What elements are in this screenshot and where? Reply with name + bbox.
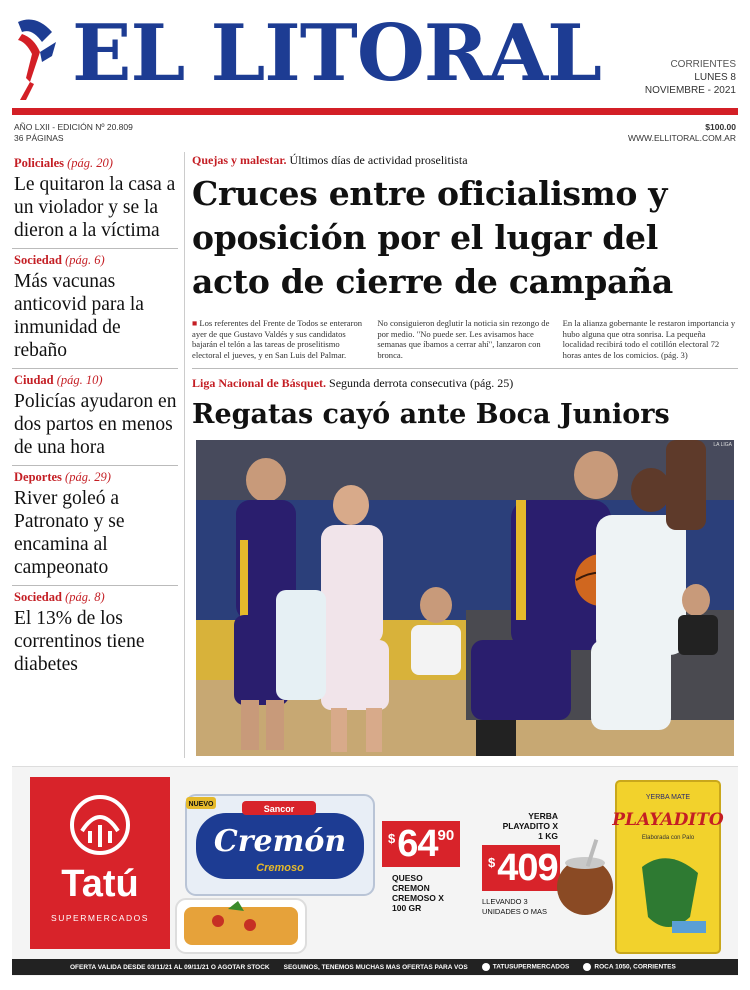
cremon-brand: Cremón [213, 824, 347, 859]
summary-col-2: No consiguieron deglutir la noticia sin rezongo de por medio. "No puede ser. Les avisamos hace semanas que íbamos a cerrar ahí", lanzaron con bronca. [377, 318, 550, 360]
summary-col-1: ■ Los referentes del Frente de Todos se enteraron ayer de que Gustavo Valdés y sus candidatos bajarán el telón a las tareas de proselitismo electoral el jueves, y en San Luis del Palmar. [192, 318, 363, 360]
social-icon [482, 963, 490, 971]
ad-brand: Tatú [61, 863, 139, 905]
yerba-condition: LLEVANDO 3 UNIDADES O MAS [482, 897, 548, 916]
story-headline: River goleó a Patronato y se encamina al campeonato [14, 488, 125, 578]
sidebar-story[interactable] [12, 152, 178, 249]
social-handle[interactable]: TATUSUPERMERCADOS [482, 963, 570, 971]
sidebar-story[interactable] [12, 249, 178, 369]
meta-left [14, 122, 133, 144]
website-link[interactable]: WWW.ELLITORAL.COM.AR [628, 133, 736, 143]
meta-bar [12, 122, 738, 146]
photo-credit: LA LIGA [713, 442, 732, 448]
queso-label: QUESO CREMON CREMOSO X 100 GR [392, 873, 444, 913]
sidebar-story[interactable] [12, 466, 178, 586]
story-section: Ciudad (pág. 10) [14, 373, 103, 387]
edition-number: AÑO LXII - EDICIÓN Nº 20.809 [14, 122, 133, 132]
edition-date [645, 58, 736, 97]
mate-gourd-icon [552, 837, 618, 917]
ad-brand-sub: SUPERMERCADOS [51, 913, 149, 923]
yerba-label: YERBA PLAYADITO X 1 KG [502, 811, 558, 841]
second-headline[interactable]: Regatas cayó ante Boca Juniors [192, 399, 670, 430]
story-section: Policiales (pág. 20) [14, 156, 113, 170]
store-address: ROCA 1050, CORRIENTES [583, 963, 675, 971]
playadito-sub: Elaborada con Palo [641, 835, 695, 841]
story-headline: Le quitaron la casa a un violador y se la dieron a la víctima [14, 174, 176, 241]
lead-kicker: Quejas y malestar. Últimos días de actividad proselitista [192, 153, 468, 167]
summary-col-3: En la alianza gobernante le restaron importancia y hubo alguna que otra sonrisa. La pequeña localidad recibirá todo el cotillón electoral 72 horas antes de los comicios. (pág. 3) [562, 318, 736, 360]
follow-text: SEGUINOS, TENEMOS MUCHAS MAS OFERTAS PARA VOS [283, 963, 468, 971]
photo-illustration [196, 440, 734, 756]
playadito-top: YERBA MATE [645, 794, 691, 801]
ad-footer [12, 959, 738, 975]
location-pin-icon [583, 963, 591, 971]
armadillo-logo-icon [66, 795, 134, 857]
offer-validity: OFERTA VALIDA DESDE 03/11/21 AL 09/11/21 O AGOTAR STOCK [70, 963, 270, 971]
story-headline: El 13% de los correntinos tiene diabetes [14, 608, 145, 675]
cremon-package [182, 789, 378, 899]
nuevo-badge: NUEVO [188, 801, 214, 808]
masthead [0, 0, 750, 118]
basketball-photo [196, 440, 734, 756]
second-kicker: Liga Nacional de Básquet. Segunda derrota consecutiva (pág. 25) [192, 376, 514, 390]
cremon-maker: Sancor [263, 804, 295, 814]
story-headline: Más vacunas anticovid para la inmunidad de rebaño [14, 271, 144, 361]
price-queso: $6490 [382, 821, 460, 867]
sidebar [12, 152, 178, 762]
cover-price: $100.00 [705, 122, 736, 132]
playadito-package [612, 777, 724, 957]
cremon-variety: Cremoso [256, 862, 304, 874]
edition-month-year: NOVIEMBRE - 2021 [644, 85, 736, 96]
story-section: Sociedad (pág. 6) [14, 253, 105, 267]
lead-headline[interactable]: Cruces entre oficialismo y oposición por el lugar del acto de cierre de campaña [192, 174, 673, 301]
price-yerba: $409 [482, 845, 560, 891]
masthead-rule [12, 108, 738, 115]
story-section: Deportes (pág. 29) [14, 470, 111, 484]
sidebar-story[interactable] [12, 586, 178, 682]
logo-emblem-icon [12, 12, 60, 102]
playadito-brand: PLAYADITO [612, 810, 724, 830]
lasagna-dish [172, 885, 310, 957]
story-section: Sociedad (pág. 8) [14, 590, 105, 604]
page-count: 36 PÁGINAS [14, 133, 64, 143]
supermarket-ad[interactable] [12, 766, 738, 976]
meta-right [628, 122, 736, 144]
newspaper-title: EL LITORAL [72, 8, 601, 99]
main-column [192, 152, 738, 433]
edition-day: LUNES 8 [694, 72, 736, 83]
lead-summary [192, 318, 738, 360]
tatu-brand-box [30, 777, 170, 949]
sidebar-story[interactable] [12, 369, 178, 466]
edition-city: CORRIENTES [670, 59, 736, 70]
column-divider [184, 152, 185, 758]
story-headline: Policías ayudaron en dos partos en menos de una hora [14, 391, 177, 458]
section-divider [192, 368, 738, 369]
